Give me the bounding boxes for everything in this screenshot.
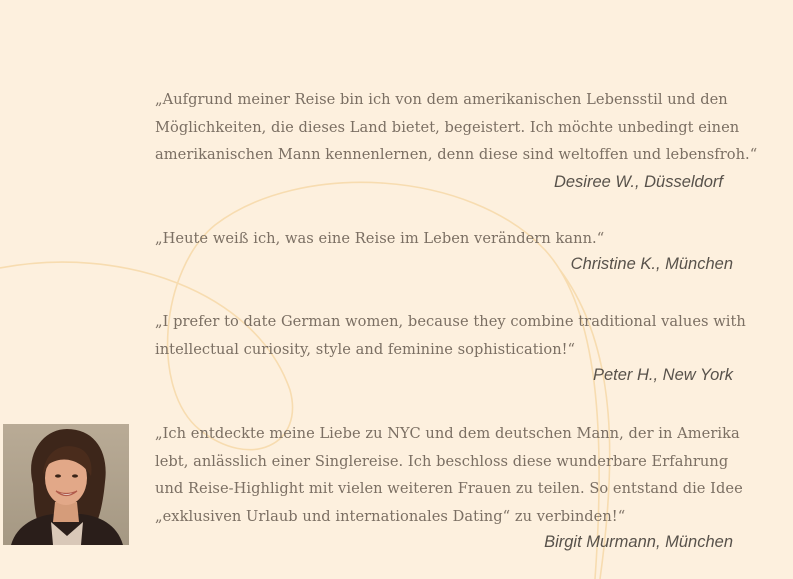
testimonial-quote bbox=[155, 308, 746, 363]
testimonial-author: Christine K., München bbox=[570, 255, 733, 273]
quote-line: „Aufgrund meiner Reise bin ich von dem amerikanischen Lebensstil und den bbox=[155, 91, 728, 108]
quote-line: „Ich entdeckte meine Liebe zu NYC und dem deutschen Mann, der in Amerika bbox=[155, 425, 740, 442]
testimonial-quote bbox=[155, 420, 743, 530]
quote-line: „Heute weiß ich, was eine Reise im Leben verändern kann.“ bbox=[155, 230, 605, 247]
quote-line: intellectual curiosity, style and feminine sophistication!“ bbox=[155, 340, 576, 358]
testimonial-desiree bbox=[155, 86, 758, 196]
portrait-illustration bbox=[3, 424, 129, 545]
quote-line: „exklusiven Urlaub und internationales Dating“ zu verbinden!“ bbox=[155, 507, 626, 525]
quote-line: lebt, anlässlich einer Singlereise. Ich beschloss diese wunderbare Erfahrung bbox=[155, 452, 729, 470]
testimonial-quote bbox=[155, 225, 735, 253]
testimonial-quote bbox=[155, 86, 758, 169]
testimonial-peter bbox=[155, 308, 746, 388]
quote-line: und Reise-Highlight mit vielen weiteren Frauen zu teilen. So entstand die Idee bbox=[155, 480, 743, 497]
testimonial-author: Peter H., New York bbox=[592, 366, 733, 384]
portrait-photo bbox=[3, 424, 129, 545]
testimonial-christine bbox=[155, 225, 735, 280]
quote-line: „I prefer to date German women, because they combine traditional values with bbox=[155, 313, 746, 330]
quote-line: Möglichkeiten, die dieses Land bietet, begeistert. Ich möchte unbedingt einen bbox=[155, 118, 740, 136]
testimonial-author: Birgit Murmann, München bbox=[544, 533, 733, 551]
testimonial-author: Desiree W., Düsseldorf bbox=[553, 173, 723, 191]
testimonial-birgit bbox=[155, 420, 743, 560]
quote-line: amerikanischen Mann kennenlernen, denn diese sind weltoffen und lebensfroh.“ bbox=[155, 146, 758, 163]
